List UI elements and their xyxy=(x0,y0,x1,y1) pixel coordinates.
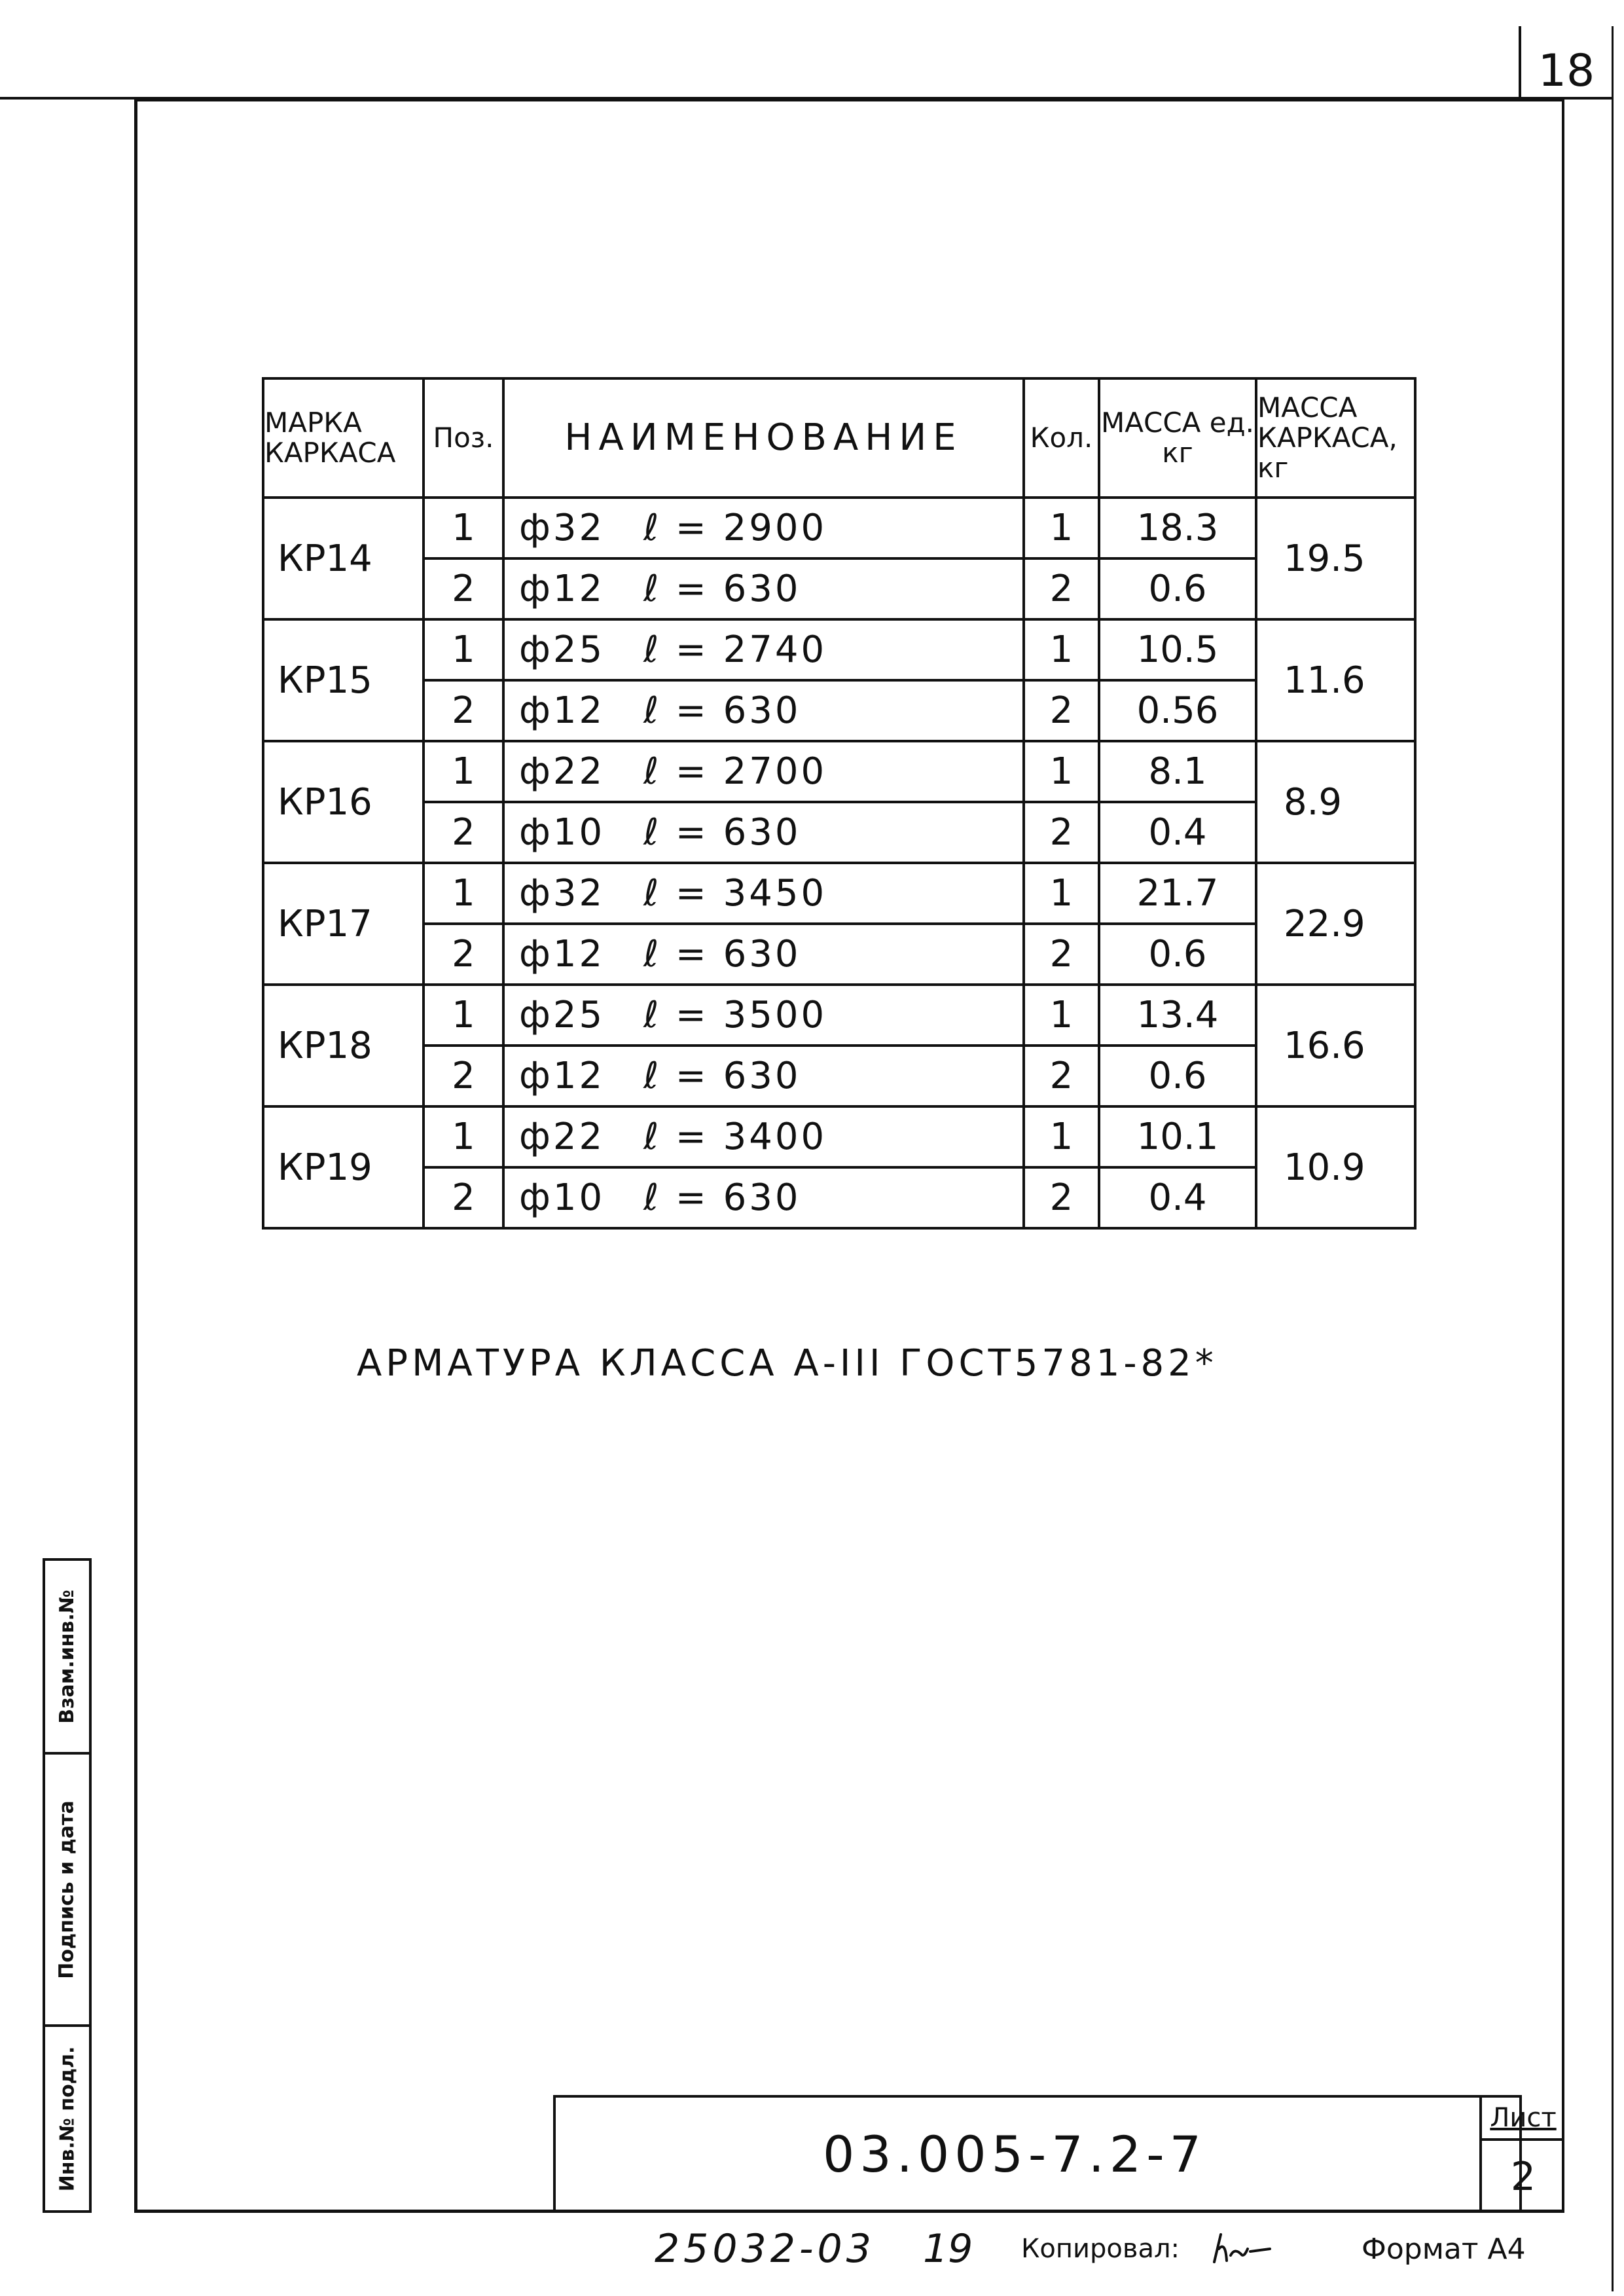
name-cell xyxy=(503,985,1024,1046)
copier-signature xyxy=(1211,2219,1290,2278)
quantity-cell: 1 xyxy=(1024,1106,1099,1167)
frame-mark: КР17 xyxy=(263,863,424,985)
bar-diameter: ф10 xyxy=(519,811,605,854)
unit-mass-cell: 0.6 xyxy=(1099,924,1256,985)
table-row xyxy=(263,1106,1415,1167)
quantity-cell: 2 xyxy=(1024,680,1099,741)
frame-mass-cell: 8.9 xyxy=(1256,741,1415,863)
table-row xyxy=(263,924,1415,985)
quantity-cell: 2 xyxy=(1024,802,1099,863)
reinforcement-spec-table xyxy=(262,377,1416,1230)
frame-mark: КР15 xyxy=(263,619,424,741)
table-row xyxy=(263,741,1415,802)
name-cell xyxy=(503,924,1024,985)
bar-diameter: ф22 xyxy=(519,750,605,793)
table-row xyxy=(263,498,1415,558)
quantity-cell: 1 xyxy=(1024,863,1099,924)
side-stamp-signature-date xyxy=(43,1752,92,2027)
unit-mass-cell: 0.4 xyxy=(1099,1167,1256,1228)
position-cell: 1 xyxy=(424,1106,503,1167)
bar-length: ℓ = 630 xyxy=(643,811,801,854)
unit-mass-cell: 0.6 xyxy=(1099,558,1256,619)
header-frame-mass: МАССА КАРКАСА, кг xyxy=(1256,378,1415,498)
copied-by-label: Копировал: xyxy=(1021,2234,1180,2264)
sheet-number-box xyxy=(1479,2095,1564,2213)
bar-diameter: ф25 xyxy=(519,629,605,671)
position-cell: 2 xyxy=(424,802,503,863)
side-stamp-replace-inventory xyxy=(43,1558,92,1755)
side-stamp-original-label: Инв.№ подл. xyxy=(56,2046,79,2191)
bar-length: ℓ = 2900 xyxy=(643,507,827,549)
header-unit-mass: МАССА ед. кг xyxy=(1099,378,1256,498)
quantity-cell: 2 xyxy=(1024,1046,1099,1106)
name-cell xyxy=(503,1106,1024,1167)
name-cell xyxy=(503,802,1024,863)
unit-mass-cell: 0.4 xyxy=(1099,802,1256,863)
frame-mark: КР19 xyxy=(263,1106,424,1228)
table-row xyxy=(263,619,1415,680)
unit-mass-cell: 18.3 xyxy=(1099,498,1256,558)
position-cell: 2 xyxy=(424,680,503,741)
table-row xyxy=(263,680,1415,741)
frame-mass-cell: 22.9 xyxy=(1256,863,1415,985)
name-cell xyxy=(503,680,1024,741)
name-cell xyxy=(503,863,1024,924)
unit-mass-cell: 10.5 xyxy=(1099,619,1256,680)
bar-length: ℓ = 3450 xyxy=(643,872,827,915)
bar-diameter: ф12 xyxy=(519,1055,605,1097)
table-row xyxy=(263,985,1415,1046)
name-cell xyxy=(503,1167,1024,1228)
frame-mass-cell: 11.6 xyxy=(1256,619,1415,741)
bar-length: ℓ = 630 xyxy=(643,689,801,732)
corner-sheet-number: 18 xyxy=(1538,45,1595,97)
table-row xyxy=(263,1046,1415,1106)
name-cell xyxy=(503,619,1024,680)
frame-mark: КР16 xyxy=(263,741,424,863)
position-cell: 1 xyxy=(424,985,503,1046)
side-stamp-original-inventory xyxy=(43,2024,92,2213)
frame-mass-cell: 19.5 xyxy=(1256,498,1415,619)
header-mark: МАРКА КАРКАСА xyxy=(263,378,424,498)
quantity-cell: 1 xyxy=(1024,741,1099,802)
bar-length: ℓ = 3400 xyxy=(643,1116,827,1158)
quantity-cell: 1 xyxy=(1024,985,1099,1046)
copy-number: 19 xyxy=(923,2226,973,2272)
bar-diameter: ф12 xyxy=(519,933,605,975)
header-name: НАИМЕНОВАНИЕ xyxy=(503,378,1024,498)
sheet-label: Лист xyxy=(1482,2095,1564,2141)
table-row xyxy=(263,558,1415,619)
bar-diameter: ф32 xyxy=(519,507,605,549)
quantity-cell: 1 xyxy=(1024,619,1099,680)
position-cell: 2 xyxy=(424,1167,503,1228)
reinforcement-class-note: АРМАТУРА КЛАССА А-III ГОСТ5781-82* xyxy=(357,1342,1218,1385)
bar-diameter: ф25 xyxy=(519,994,605,1036)
bar-diameter: ф12 xyxy=(519,689,605,732)
table-row xyxy=(263,1167,1415,1228)
bar-length: ℓ = 3500 xyxy=(643,994,827,1036)
unit-mass-cell: 0.56 xyxy=(1099,680,1256,741)
unit-mass-cell: 10.1 xyxy=(1099,1106,1256,1167)
unit-mass-cell: 13.4 xyxy=(1099,985,1256,1046)
position-cell: 2 xyxy=(424,558,503,619)
document-code: 03.005-7.2-7 xyxy=(823,2124,1206,2183)
header-position: Поз. xyxy=(424,378,503,498)
quantity-cell: 2 xyxy=(1024,924,1099,985)
position-cell: 1 xyxy=(424,498,503,558)
frame-mark: КР14 xyxy=(263,498,424,619)
bar-diameter: ф32 xyxy=(519,872,605,915)
frame-mark: КР18 xyxy=(263,985,424,1106)
unit-mass-cell: 0.6 xyxy=(1099,1046,1256,1106)
name-cell xyxy=(503,1046,1024,1106)
position-cell: 1 xyxy=(424,863,503,924)
position-cell: 1 xyxy=(424,741,503,802)
frame-mass-cell: 10.9 xyxy=(1256,1106,1415,1228)
quantity-cell: 1 xyxy=(1024,498,1099,558)
bar-length: ℓ = 630 xyxy=(643,568,801,610)
header-quantity: Кол. xyxy=(1024,378,1099,498)
unit-mass-cell: 21.7 xyxy=(1099,863,1256,924)
bar-length: ℓ = 2740 xyxy=(643,629,827,671)
frame-mass-cell: 16.6 xyxy=(1256,985,1415,1106)
bar-length: ℓ = 630 xyxy=(643,933,801,975)
bar-diameter: ф22 xyxy=(519,1116,605,1158)
position-cell: 2 xyxy=(424,924,503,985)
bar-length: ℓ = 2700 xyxy=(643,750,827,793)
name-cell xyxy=(503,741,1024,802)
unit-mass-cell: 8.1 xyxy=(1099,741,1256,802)
quantity-cell: 2 xyxy=(1024,558,1099,619)
bar-diameter: ф12 xyxy=(519,568,605,610)
bar-length: ℓ = 630 xyxy=(643,1055,801,1097)
name-cell xyxy=(503,498,1024,558)
table-row xyxy=(263,802,1415,863)
paper-format: Формат А4 xyxy=(1362,2232,1526,2266)
bar-diameter: ф10 xyxy=(519,1176,605,1219)
side-stamp-replace-label: Взам.инв.№ xyxy=(56,1589,79,1724)
sheet-number: 2 xyxy=(1510,2154,1536,2200)
copier-signature-icon xyxy=(1211,2229,1290,2269)
order-number: 25032-03 xyxy=(655,2226,875,2272)
side-stamp-signature-label: Подпись и дата xyxy=(56,1800,79,1979)
quantity-cell: 2 xyxy=(1024,1167,1099,1228)
position-cell: 1 xyxy=(424,619,503,680)
table-header-row xyxy=(263,378,1415,498)
bar-length: ℓ = 630 xyxy=(643,1176,801,1219)
table-row xyxy=(263,863,1415,924)
name-cell xyxy=(503,558,1024,619)
position-cell: 2 xyxy=(424,1046,503,1106)
right-trim-line xyxy=(1612,26,1614,2291)
